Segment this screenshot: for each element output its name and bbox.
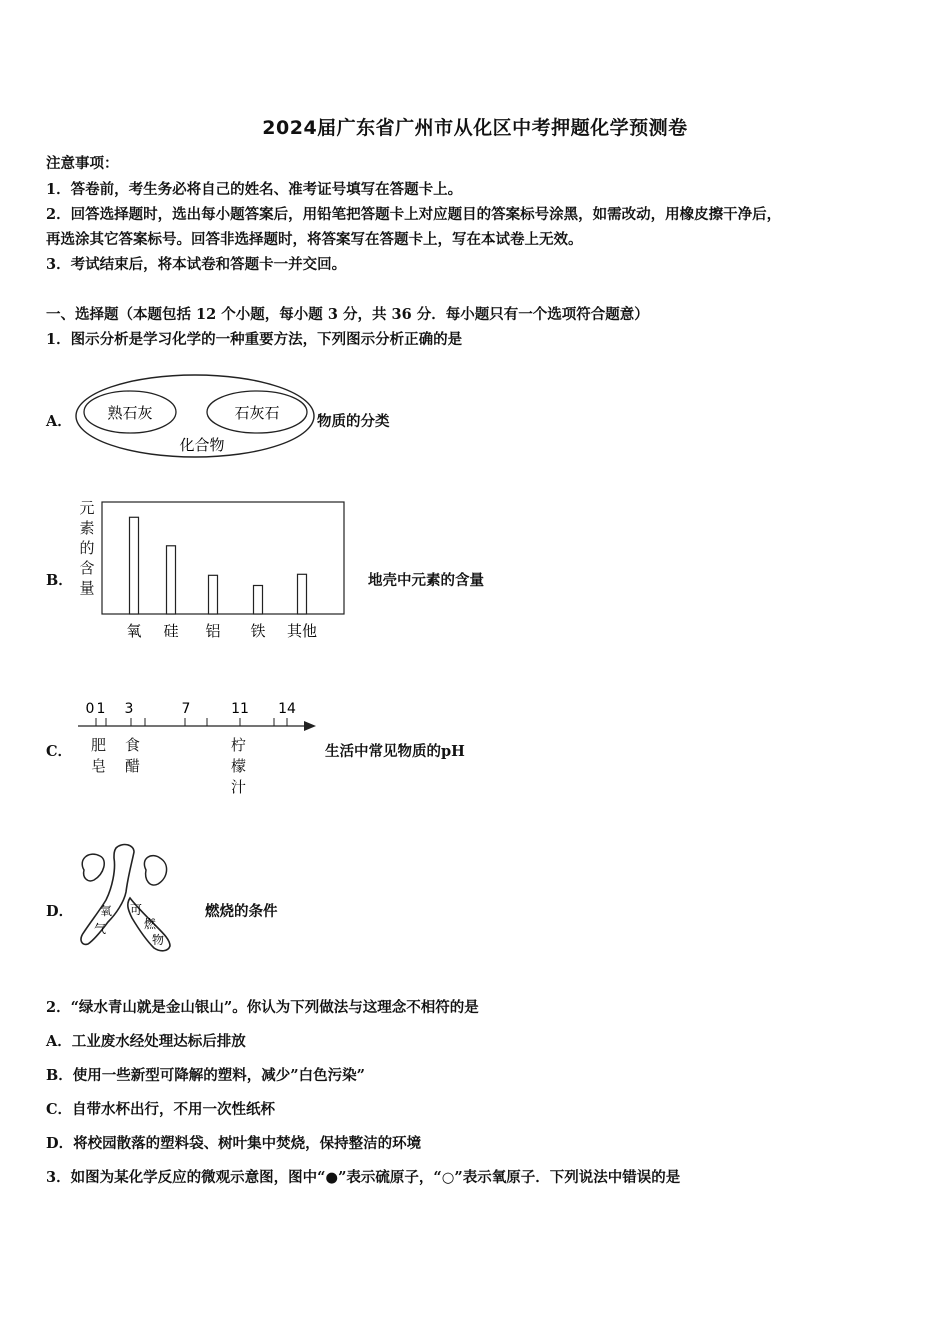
ph-scale xyxy=(74,696,324,742)
fire-right-char: 燃 xyxy=(144,917,157,931)
ph-item-char: 肥 xyxy=(91,736,107,754)
question-2-option: B．使用一些新型可降解的塑料，减少”白色污染” xyxy=(46,1067,365,1084)
ph-tick-label: 7 xyxy=(181,701,191,717)
bar-3 xyxy=(254,585,263,614)
chart-y-label-char: 量 xyxy=(79,579,95,597)
bar-category-label: 其他 xyxy=(286,622,318,640)
question-2-option: A．工业废水经处理达标后排放 xyxy=(46,1033,246,1050)
section-heading: 一、选择题（本题包括 12 个小题，每小题 3 分，共 36 分．每小题只有一个选项符合题意） xyxy=(46,306,649,323)
ph-item-char: 皂 xyxy=(91,757,107,775)
chart-y-label-char: 素 xyxy=(79,519,95,537)
ph-tick-label: 3 xyxy=(124,701,134,717)
notes-item: 2．回答选择题时，选出每小题答案后，用铅笔把答题卡上对应题目的答案标号涂黑，如需改动，用橡皮擦干净后， xyxy=(46,206,782,223)
ph-item-vinegar xyxy=(125,735,140,777)
question-1-stem: 1．图示分析是学习化学的一种重要方法，下列图示分析正确的是 xyxy=(46,331,463,348)
option-c-caption: 生活中常见物质的pH xyxy=(325,743,465,760)
ph-item-soap xyxy=(91,735,106,777)
question-3-stem: 3．如图为某化学反应的微观示意图，图中“●”表示硫原子，“○”表示氧原子．下列说法中错误的是 xyxy=(46,1169,681,1186)
ph-item-char: 柠 xyxy=(231,736,247,754)
ph-item-char: 汁 xyxy=(231,778,247,796)
bar-2 xyxy=(209,575,218,614)
ph-tick-label: 11 xyxy=(231,701,249,717)
ph-item-lemon xyxy=(231,735,246,798)
chart-y-label-char: 的 xyxy=(79,539,95,557)
ph-tick-label: 0 xyxy=(85,701,95,717)
bar-1 xyxy=(167,546,176,614)
option-d-caption: 燃烧的条件 xyxy=(205,903,278,920)
chart-y-label-char: 含 xyxy=(79,559,95,577)
option-a-label: A． xyxy=(46,413,72,430)
option-a-caption: 物质的分类 xyxy=(317,413,390,430)
bar-0 xyxy=(130,517,139,614)
bar-category-label: 铁 xyxy=(250,622,266,640)
option-c-label: C． xyxy=(46,743,73,760)
bar-4 xyxy=(298,574,307,614)
page-title: 2024届广东省广州市从化区中考押题化学预测卷 xyxy=(262,117,688,139)
ph-item-char: 食 xyxy=(125,736,141,754)
classification-left-label: 熟石灰 xyxy=(107,404,153,422)
bar-category-label: 铝 xyxy=(205,622,221,640)
element-content-bar-chart xyxy=(100,500,350,645)
fire-triangle-diagram xyxy=(74,840,184,955)
chart-y-label xyxy=(78,498,96,598)
notes-heading: 注意事项： xyxy=(46,155,119,172)
question-2-option: D．将校园散落的塑料袋、树叶集中焚烧，保持整洁的环境 xyxy=(46,1135,422,1152)
bar-category-label: 硅 xyxy=(163,622,179,640)
bar-category-label: 氧 xyxy=(126,622,142,640)
classification-outer-label: 化合物 xyxy=(179,436,225,454)
fire-left-char: 气 xyxy=(94,922,107,936)
chart-y-label-char: 元 xyxy=(79,499,95,517)
option-b-caption: 地壳中元素的含量 xyxy=(368,572,484,589)
fire-right-char: 物 xyxy=(152,933,165,947)
classification-diagram xyxy=(74,372,319,462)
notes-item: 再选涂其它答案标号。回答非选择题时，将答案写在答题卡上，写在本试卷上无效。 xyxy=(46,231,583,248)
notes-item: 3．考试结束后，将本试卷和答题卡一并交回。 xyxy=(46,256,347,273)
ph-item-char: 檬 xyxy=(231,757,247,775)
ph-tick-label: 1 xyxy=(96,701,106,717)
fire-right-char: 可 xyxy=(130,903,143,917)
notes-item: 1．答卷前，考生务必将自己的姓名、准考证号填写在答题卡上。 xyxy=(46,181,463,198)
question-2-option: C．自带水杯出行，不用一次性纸杯 xyxy=(46,1101,276,1118)
ph-tick-label: 14 xyxy=(278,701,296,717)
question-2-stem: 2．“绿水青山就是金山银山”。你认为下列做法与这理念不相符的是 xyxy=(46,999,479,1016)
option-b-label: B． xyxy=(46,572,73,589)
ph-item-char: 醋 xyxy=(125,757,141,775)
option-d-label: D． xyxy=(46,903,74,920)
fire-left-char: 氧 xyxy=(100,904,113,918)
classification-right-label: 石灰石 xyxy=(234,404,280,422)
